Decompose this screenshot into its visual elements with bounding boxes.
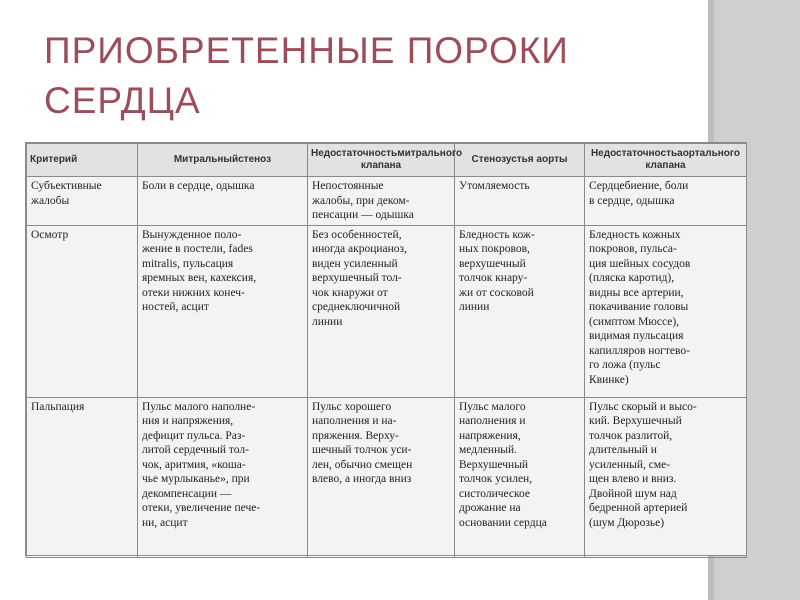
cell-line: усиленный, сме-	[589, 458, 671, 471]
table-cell	[308, 177, 455, 226]
cell-line: Боли в сердце, одышка	[142, 180, 255, 192]
cell-line: покровов, пульса-	[589, 243, 677, 255]
cell-line: кий. Верхушечный	[589, 415, 682, 427]
cell-line: капилляров ногтево-	[589, 344, 690, 357]
cell-line: систолическое	[459, 487, 531, 500]
header-line: Критерий	[30, 154, 78, 165]
cell-line: щен влево и вниз.	[589, 473, 677, 485]
cell-line: дефицит пульса. Раз-	[142, 429, 246, 442]
table-cell	[455, 397, 585, 557]
cell-line: дрожание на	[459, 502, 521, 514]
cell-line: виден усиленный	[312, 257, 398, 270]
cell-line: влево, а иногда вниз	[312, 473, 412, 485]
cell-line: Пульс хорошего	[312, 400, 392, 413]
cell-line: (симптом Мюссе),	[589, 315, 680, 328]
cell-line: чье мурлыканье», при	[142, 473, 250, 485]
cell-line: толчок усилен,	[459, 473, 533, 485]
cell-line: отеки, увеличение пече-	[142, 502, 261, 514]
cell-line: Двойной шум над	[589, 487, 677, 500]
cell-line: медленный.	[459, 444, 517, 456]
cell-line: толчок разлитой,	[589, 429, 673, 442]
cell-line: длительный и	[589, 444, 657, 456]
table-cell	[455, 225, 585, 397]
cell-line: (пляска каротид),	[589, 272, 675, 284]
table-cell	[585, 177, 747, 226]
cell-line: видимая пульсация	[589, 330, 684, 342]
cell-line: Без особенностей,	[312, 228, 402, 241]
header-line: митрального клапана	[360, 148, 463, 171]
table-cell	[308, 397, 455, 557]
table-cell	[585, 397, 747, 557]
cell-line: Субъективные	[31, 180, 102, 192]
cell-line: Непостоянные	[312, 180, 384, 192]
cell-line: видны все артерии,	[589, 286, 684, 299]
cell-line: Вынужденное поло-	[142, 228, 242, 241]
header-line: стеноз	[238, 154, 272, 165]
table-image	[25, 142, 747, 556]
cell-line: Квинке)	[589, 373, 629, 386]
cell-line: ностей, асцит	[142, 301, 209, 313]
table-row	[27, 177, 747, 226]
slide-title: ПРИОБРЕТЕННЫЕ ПОРОКИ СЕРДЦА	[44, 30, 569, 121]
cell-line: иногда акроцианоз,	[312, 243, 407, 255]
table-header-row	[27, 144, 747, 177]
cell-line: Бледность кожных	[589, 228, 681, 241]
comparison-table	[26, 143, 747, 558]
cell-line: ния и напряжения,	[142, 415, 234, 427]
cell-line: шечный толчок уси-	[312, 444, 412, 456]
cell-line: верхушечный	[459, 257, 526, 270]
table-cell	[138, 397, 308, 557]
cell-line: пряжения. Верху-	[312, 429, 399, 442]
cell-line: Пульс малого наполне-	[142, 400, 256, 413]
cell-line: Утомляемость	[459, 180, 530, 192]
cell-line: бедренной артерией	[589, 502, 688, 514]
cell-line: пенсации — одышка	[312, 209, 414, 221]
cell-line: чок, аритмия, «коша-	[142, 458, 246, 471]
cell-line: чок кнаружи от	[312, 286, 388, 299]
cell-line: Сердцебиение, боли	[589, 180, 689, 192]
cell-line: жалобы	[31, 194, 70, 207]
cell-line: mitralis, пульсация	[142, 257, 234, 270]
header-line: устья аорты	[505, 154, 568, 165]
cell-line: декомпенсации —	[142, 487, 232, 500]
table-row	[27, 225, 747, 397]
header-criterion	[27, 144, 138, 177]
table-cell	[308, 225, 455, 397]
cell-line: ни, асцит	[142, 516, 188, 529]
cell-line: линии	[312, 315, 343, 328]
cell-line: Осмотр	[31, 228, 69, 241]
cell-line: напряжения,	[459, 429, 521, 442]
cell-line: линии	[459, 301, 490, 313]
table-cell	[138, 225, 308, 397]
header-mitral-stenosis	[138, 144, 308, 177]
cell-line: покачивание головы	[589, 301, 689, 313]
table-cell	[27, 397, 138, 557]
cell-line: Верхушечный	[459, 458, 529, 471]
table-cell	[455, 177, 585, 226]
header-line: Недостаточность	[590, 148, 678, 159]
cell-line: литой сердечный тол-	[142, 444, 249, 456]
cell-line: (шум Дюрозье)	[589, 516, 665, 529]
cell-line: верхушечный тол-	[312, 272, 402, 284]
table-row	[27, 397, 747, 557]
table-cell	[27, 177, 138, 226]
cell-line: Пульс малого	[459, 400, 526, 413]
cell-line: го ложа (пульс	[589, 359, 661, 371]
cell-line: Бледность кож-	[459, 228, 535, 241]
table-cell	[138, 177, 308, 226]
cell-line: наполнения и	[459, 415, 526, 427]
header-aortic-stenosis	[455, 144, 585, 177]
header-line: Стеноз	[471, 154, 506, 165]
cell-line: среднеключичной	[312, 301, 401, 313]
cell-line: жи от сосковой	[459, 286, 534, 299]
table-cell	[27, 225, 138, 397]
header-line: Недостаточность	[311, 148, 398, 159]
cell-line: ных покровов,	[459, 243, 530, 255]
cell-line: жение в постели, fades	[142, 243, 253, 255]
cell-line: в сердце, одышка	[589, 194, 675, 207]
header-line: Митральный	[173, 154, 239, 165]
cell-line: отеки нижних конеч-	[142, 286, 245, 299]
header-aortic-insufficiency	[585, 144, 747, 177]
cell-line: основании сердца	[459, 516, 547, 529]
cell-line: ция шейных сосудов	[589, 257, 691, 270]
cell-line: Пальпация	[31, 400, 85, 413]
header-mitral-insufficiency	[308, 144, 463, 177]
cell-line: жалобы, при деком-	[312, 194, 410, 207]
table-cell	[585, 225, 747, 397]
cell-line: Пульс скорый и высо-	[589, 400, 697, 413]
cell-line: толчок кнару-	[459, 272, 528, 284]
header-line: аортального клапана	[645, 148, 741, 171]
cell-line: яремных вен, кахексия,	[142, 272, 257, 284]
cell-line: наполнения и на-	[312, 415, 397, 427]
cell-line: лен, обычно смещен	[312, 458, 413, 471]
